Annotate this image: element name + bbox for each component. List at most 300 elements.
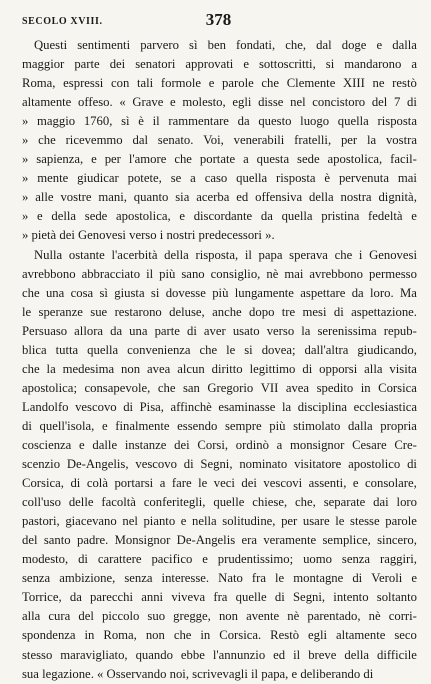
text-line xyxy=(22,93,417,112)
word: avrebbono xyxy=(22,266,76,281)
word: » xyxy=(22,190,29,205)
word: santo xyxy=(43,533,71,548)
text-line xyxy=(22,284,417,303)
word: usare xyxy=(302,514,330,529)
word: risposta xyxy=(377,114,417,129)
word: dovea; xyxy=(261,342,296,357)
word: coscienza xyxy=(22,437,72,452)
word: le xyxy=(226,342,236,357)
word: lungamente xyxy=(234,285,294,300)
word: mesi xyxy=(302,304,327,319)
word: mai xyxy=(284,266,304,281)
word: restarono xyxy=(114,304,162,319)
word: Pisa, xyxy=(139,399,164,414)
word: nominato xyxy=(239,457,288,472)
word: » xyxy=(22,152,29,167)
word: dall'altra xyxy=(304,342,349,357)
word: non xyxy=(121,361,141,376)
word: più xyxy=(269,418,286,433)
word: Nato xyxy=(218,571,243,586)
word: ebbe xyxy=(180,647,205,662)
word: questa xyxy=(256,152,290,167)
word: e xyxy=(179,209,185,224)
word: di xyxy=(407,95,417,110)
word: quelle xyxy=(213,495,245,510)
word: e xyxy=(170,95,176,110)
word: sapienza, xyxy=(36,152,84,167)
word: usato xyxy=(232,323,260,338)
word: e xyxy=(352,476,359,491)
word: quella xyxy=(337,114,369,129)
word: che xyxy=(157,380,176,395)
word: l'annunzio xyxy=(212,647,266,662)
word: Gregorio xyxy=(207,380,254,395)
word: si xyxy=(325,57,335,72)
word: breve xyxy=(308,647,337,662)
word: spedito xyxy=(316,380,354,395)
word: » xyxy=(22,133,29,148)
word: restò xyxy=(392,76,417,91)
text-line xyxy=(22,550,417,569)
word: le xyxy=(22,304,32,319)
word: avea xyxy=(147,361,171,376)
word: chiese, xyxy=(252,495,288,510)
word: fondati, xyxy=(236,38,276,52)
word: dalla xyxy=(347,418,373,433)
text-line xyxy=(22,207,417,226)
word: conferitegli, xyxy=(143,495,206,510)
word: offeso. xyxy=(78,95,113,110)
word: difficile xyxy=(377,647,417,662)
word: Monsignor xyxy=(114,533,171,548)
word: che xyxy=(173,628,192,643)
word: sia xyxy=(175,190,190,205)
word: De-Angelis, xyxy=(66,457,129,472)
word: anche xyxy=(212,304,242,319)
word: di xyxy=(302,361,313,376)
word: apostolico xyxy=(348,457,401,472)
word: del xyxy=(78,609,94,624)
word: a xyxy=(411,57,417,72)
word: Grave xyxy=(132,95,164,110)
word: parte xyxy=(154,323,180,338)
word: parte xyxy=(74,57,100,72)
word: mani, xyxy=(98,190,127,205)
text-line xyxy=(22,341,417,360)
word: modesto, xyxy=(22,552,69,567)
word: 7 xyxy=(394,95,401,110)
word: quanto xyxy=(133,190,169,205)
word: Corsi, xyxy=(197,437,229,452)
word: fare xyxy=(171,476,192,491)
word: fra xyxy=(213,590,228,605)
word: da xyxy=(351,285,364,300)
word: questo xyxy=(258,114,292,129)
word: vescovo xyxy=(135,457,177,472)
word: consiglio, xyxy=(210,266,261,281)
word: la xyxy=(366,133,377,148)
word: assenti, xyxy=(308,476,347,491)
word: è xyxy=(324,171,331,186)
text-line xyxy=(22,246,417,265)
word: Questi xyxy=(34,38,68,52)
word: vescovo xyxy=(75,399,117,414)
word: dopo xyxy=(249,304,275,319)
text-line xyxy=(22,131,417,150)
word: Nulla xyxy=(34,247,63,262)
word: è xyxy=(138,114,144,129)
word: maggior xyxy=(22,57,65,72)
text-line xyxy=(22,512,417,531)
page-header xyxy=(22,8,415,32)
word: sincero, xyxy=(377,533,417,548)
word: « xyxy=(119,95,126,110)
word: nè xyxy=(266,266,279,281)
word: consolare, xyxy=(365,476,417,491)
word: ricevemmo xyxy=(65,133,123,148)
word: Torrice, xyxy=(22,590,62,605)
word: interesse. xyxy=(161,571,210,586)
word: deluse, xyxy=(169,304,205,319)
word: Restò xyxy=(270,628,300,643)
word: da xyxy=(69,590,82,605)
word: Persuaso xyxy=(22,323,68,338)
word: e xyxy=(411,209,417,224)
text-line xyxy=(22,531,417,550)
word: tutta xyxy=(55,342,79,357)
word: e xyxy=(202,552,208,567)
word: apostolica; xyxy=(22,380,77,395)
word: soltanto xyxy=(376,590,417,605)
word: pristina xyxy=(321,209,360,224)
word: vescovi xyxy=(263,476,303,491)
word: a xyxy=(190,171,196,186)
word: scenzio xyxy=(22,457,61,472)
word: per xyxy=(104,152,121,167)
body-text xyxy=(22,36,417,684)
word: quella xyxy=(281,209,313,224)
text-line: » pietà dei Genovesi verso i nostri predecessori ». xyxy=(22,228,275,243)
word: semplice, xyxy=(322,533,371,548)
word: convenienza xyxy=(127,342,191,357)
word: giudicar xyxy=(77,171,119,186)
word: la xyxy=(46,361,56,376)
word: separate xyxy=(323,495,366,510)
word: cosa xyxy=(70,285,94,300)
word: con xyxy=(111,76,130,91)
word: carattere xyxy=(97,552,142,567)
word: per xyxy=(340,133,358,148)
word: che, xyxy=(295,495,316,510)
word: » xyxy=(22,171,29,186)
word: anni xyxy=(141,590,164,605)
word: più xyxy=(159,266,176,281)
word: apostolica, xyxy=(327,152,383,167)
word: di xyxy=(333,304,344,319)
word: piccolo xyxy=(101,609,140,624)
word: » xyxy=(22,114,29,129)
word: veramente xyxy=(263,533,317,548)
word: e xyxy=(180,514,187,529)
word: acerba xyxy=(196,190,230,205)
word: altamente xyxy=(22,95,72,110)
word: non xyxy=(218,609,238,624)
word: aspettazione. xyxy=(351,304,417,319)
text-line xyxy=(22,455,417,474)
word: ambizione, xyxy=(59,571,116,586)
word: pervenuta xyxy=(338,171,389,186)
word: senza xyxy=(341,552,371,567)
word: per xyxy=(281,514,298,529)
word: VII xyxy=(260,380,279,395)
text-line xyxy=(22,646,417,665)
word: serenissima xyxy=(317,323,377,338)
word: espressi xyxy=(63,76,104,91)
word: pacifico xyxy=(151,552,193,567)
word: approvati xyxy=(185,57,234,72)
word: in xyxy=(84,628,95,643)
word: da xyxy=(110,323,123,338)
word: avente xyxy=(246,609,280,624)
word: a xyxy=(159,476,166,491)
word: Genovesi xyxy=(369,247,417,262)
word: e xyxy=(208,76,215,91)
word: e xyxy=(79,437,85,452)
word: di xyxy=(70,476,81,491)
word: quando xyxy=(135,647,173,662)
word: blica xyxy=(22,342,47,357)
word: aspettare xyxy=(300,285,346,300)
word: discordante xyxy=(193,209,253,224)
text-line xyxy=(22,588,417,607)
word: sottoscritti, xyxy=(259,57,316,72)
word: maggio xyxy=(37,114,76,129)
word: e xyxy=(37,209,43,224)
word: di xyxy=(186,323,197,338)
word: che xyxy=(261,76,280,91)
word: di xyxy=(274,590,285,605)
text-line xyxy=(22,569,417,588)
word: Cre- xyxy=(394,437,417,452)
word: dovesse xyxy=(165,285,206,300)
word: papa xyxy=(258,247,283,262)
word: i xyxy=(358,247,363,262)
word: venerabili xyxy=(233,133,285,148)
word: il xyxy=(244,247,252,262)
text-line xyxy=(22,55,417,74)
word: sede xyxy=(84,209,108,224)
word: che xyxy=(199,342,218,357)
word: di xyxy=(123,399,134,414)
word: non xyxy=(145,628,165,643)
word: opporsi xyxy=(319,361,358,376)
word: Roma, xyxy=(22,76,56,91)
word: dei xyxy=(241,476,257,491)
word: in xyxy=(200,628,211,643)
text-line xyxy=(22,626,417,645)
word: tali xyxy=(137,76,154,91)
word: avea xyxy=(285,380,310,395)
word: ecclesiastica xyxy=(353,399,417,414)
word: quelle xyxy=(235,590,267,605)
text-line xyxy=(22,360,417,379)
word: nè xyxy=(368,609,381,624)
word: del xyxy=(371,95,388,110)
text-line xyxy=(22,493,417,512)
text-line xyxy=(22,303,417,322)
word: permesso xyxy=(369,266,417,281)
word: Ma xyxy=(399,285,417,300)
text-line xyxy=(22,398,417,417)
word: loro xyxy=(396,495,417,510)
word: che xyxy=(38,133,56,148)
word: verso xyxy=(266,323,295,338)
word: esaminasse xyxy=(218,399,276,414)
word: a xyxy=(243,152,249,167)
word: Landolfo xyxy=(22,399,69,414)
word: caso xyxy=(204,171,228,186)
word: Segni, xyxy=(293,590,326,605)
word: dai xyxy=(373,495,389,510)
word: parole xyxy=(385,514,417,529)
word: Corsica, xyxy=(22,476,64,491)
word: repub- xyxy=(383,323,417,338)
word: di xyxy=(78,552,88,567)
word: dignità, xyxy=(378,190,417,205)
word: Corsica xyxy=(378,380,417,395)
text-line xyxy=(22,474,417,493)
word: ordinò xyxy=(235,437,269,452)
word: parole xyxy=(222,76,254,91)
word: il xyxy=(152,114,160,129)
word: le xyxy=(275,571,285,586)
word: e xyxy=(101,418,108,433)
word: dalla xyxy=(392,38,417,52)
word: fratelli, xyxy=(294,133,332,148)
word: Corsica. xyxy=(219,628,262,643)
word: egli xyxy=(308,628,328,643)
word: ne xyxy=(372,76,385,91)
word: dei xyxy=(174,437,190,452)
word: sempre xyxy=(224,418,262,433)
word: alle xyxy=(35,190,54,205)
word: avrebbono xyxy=(309,266,363,281)
word: sperava xyxy=(289,247,328,262)
word: potete, xyxy=(127,171,162,186)
word: parvero xyxy=(140,38,179,52)
word: del xyxy=(22,533,38,548)
text-line xyxy=(22,436,417,455)
word: quell'isola, xyxy=(39,418,95,433)
word: e xyxy=(243,57,249,72)
text-line: sua legazione. « Osservando noi, scrivevagli il papa, e deliberando di xyxy=(22,666,374,681)
word: delle xyxy=(68,495,94,510)
word: dalle xyxy=(92,437,118,452)
word: alcun xyxy=(177,361,205,376)
word: stimolato xyxy=(293,418,341,433)
word: corri- xyxy=(388,609,417,624)
word: giudicando, xyxy=(357,342,417,357)
word: allora xyxy=(74,323,104,338)
word: instanze xyxy=(124,437,167,452)
word: di xyxy=(352,571,363,586)
word: solitudine, xyxy=(222,514,276,529)
word: sue xyxy=(90,304,108,319)
text-line xyxy=(22,188,417,207)
word: tre xyxy=(281,304,296,319)
word: nel xyxy=(290,95,306,110)
word: portarsi xyxy=(114,476,154,491)
text-line xyxy=(22,74,417,93)
word: l'amore xyxy=(128,152,167,167)
text-line xyxy=(22,112,417,131)
word: che xyxy=(174,152,192,167)
word: della xyxy=(344,647,370,662)
word: era xyxy=(241,533,257,548)
word: Roma, xyxy=(103,628,137,643)
word: mente xyxy=(37,171,69,186)
word: nel xyxy=(122,514,138,529)
word: senatori xyxy=(135,57,176,72)
word: il xyxy=(146,266,154,281)
word: sede xyxy=(297,152,320,167)
word: che xyxy=(22,285,40,300)
text-line xyxy=(22,150,417,169)
word: ed xyxy=(236,190,249,205)
word: aver xyxy=(203,323,226,338)
word: coll'uso xyxy=(22,495,61,510)
word: monsignor xyxy=(290,437,345,452)
text-line xyxy=(22,417,417,436)
word: raggiri, xyxy=(379,552,417,567)
word: san xyxy=(182,380,200,395)
word: sì xyxy=(189,38,198,52)
word: fedeltà xyxy=(368,209,403,224)
word: disse xyxy=(258,95,284,110)
word: giusta xyxy=(114,285,145,300)
word: consapevole, xyxy=(84,380,151,395)
word: della xyxy=(308,190,334,205)
running-head: SECOLO XVIII. xyxy=(22,16,103,27)
word: maravigliato, xyxy=(60,647,128,662)
word: se xyxy=(170,171,182,186)
word: visitatore xyxy=(294,457,342,472)
word: la xyxy=(281,399,292,414)
word: che xyxy=(334,247,353,262)
word: che xyxy=(22,361,40,376)
word: ostante xyxy=(68,247,105,262)
word: suo xyxy=(147,609,166,624)
text-line xyxy=(22,607,417,626)
word: quella xyxy=(236,171,268,186)
word: Clemente xyxy=(286,76,336,91)
word: propria xyxy=(380,418,417,433)
word: una xyxy=(45,285,65,300)
word: sì xyxy=(121,114,130,129)
word: Cesare xyxy=(352,437,387,452)
text-line xyxy=(22,169,417,188)
word: si xyxy=(244,342,253,357)
word: facoltà xyxy=(101,495,136,510)
word: da xyxy=(260,209,273,224)
word: cura xyxy=(48,609,71,624)
word: si xyxy=(150,285,160,300)
text-line xyxy=(22,265,417,284)
word: dal xyxy=(316,38,332,52)
word: della xyxy=(51,209,77,224)
word: in xyxy=(360,380,371,395)
word: padre. xyxy=(76,533,109,548)
